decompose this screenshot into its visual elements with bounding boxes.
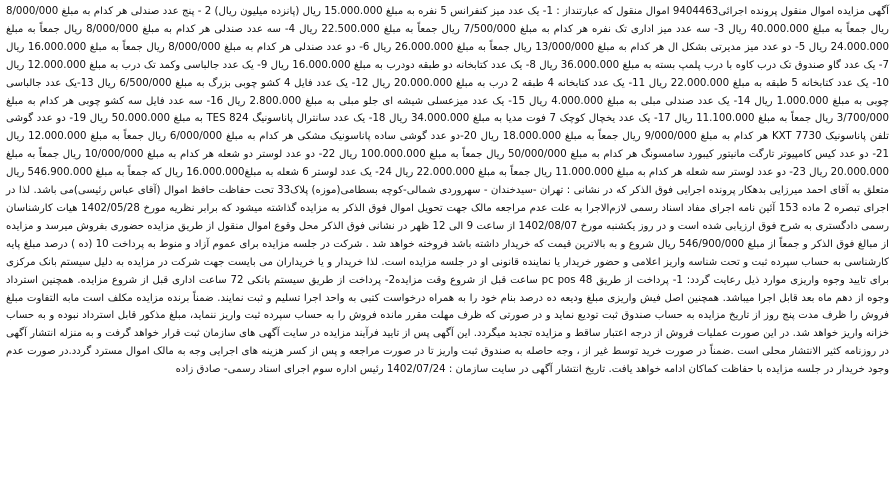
auction-notice-text: آگهی مزایده اموال منقول پرونده اجرائی9404463 اموال منقول که عبارتنداز : 1- یک عدد میز کنفرانس 5 نفره به مبلغ 15.000.000 ریال (پانزده میلیون ریال) 2 - پنج عدد صندلی هر کدام به مبلغ 8/000/000 ریال جمعاً به مبلغ 40.000.000 ریال 3- سه عدد میز اداری تک نفره هر کدام به مبلغ 7/500/000 ریال جمعاً به مبلغ 22.500.000 ریال 4- سه عدد صندلی هر کدام به مبلغ 8/000/000 ریال جمعاً به مبلغ 24.000.000 ریال 5- دو عدد میز مدیرتی بشکل ال هر کدام به مبلغ 13/000/000 ریال جمعاً به مبلغ 26.000.000 ریال 6- دو عدد صندلی هر کدام به مبلغ 8/000/000 ریال جمعاً به مبلغ 16.000.000 ریال 7- یک عدد گاو صندوق تک درب کاوه با درب پلمپ بسته به مبلغ 36.000.000 ریال 8- یک عدد کتابخانه دو طبقه دودرب به مبلغ 16.000.000 ریال 9- یک عدد جالباسی وکمد تک درب به مبلغ 12.000.000 ریال 10- یک عدد کتابخانه 5 طبقه به مبلغ 22.000.000 ریال 11- یک عدد کتابخانه 4 طبقه 2 درب به مبلغ 20.000.000 ریال 12- یک عدد فایل 4 کشو چوبی بزرگ به مبلغ 6/500/000 ریال 13-یک عدد جالباسی چوبی به مبلغ 1.000.000 ریال 14- یک عدد صندلی مبلی به مبلغ 4.000.000 ریال 15- یک عدد میزعسلی شیشه ای جلو مبلی به مبلغ 2.800.000 ریال 16- سه عدد فایل سه کشو چوبی هر کدام به مبلغ 3/700/000 ریال جمعاً به مبلغ 11.100.000 ریال 17- یک عدد یخچال کوچک 7 فوت مدیا به مبلغ 34.000.000 ریال 18- یک عدد سانترال پاناسونیگ TES 824 به مبلغ 50.000.000 ریال 19- دو عدد گوشی تلفن پاناسونیک KXT 7730 هر کدام به مبلغ 9/000/000 ریال جمعاً به مبلغ 18.000.000 ریال 20-دو عدد گوشی ساده پاناسونیک مشکی هر کدام به مبلغ 6/000/000 ریال جمعاً به مبلغ 12.000.000 ریال 21- دو عدد کیس کامپیوتر تارگت مانیتور کیبورد سامسونگ هر کدام به مبلغ 50/000/000 ریال جمعاً به مبلغ 100.000.000 ریال 22- دو عدد لوستر دو شعله هر کدام به مبلغ 10/000/000 ریال جمعاً به مبلغ 20.000.000 ریال 23- دو عدد لوستر سه شعله هر کدام به مبلغ 11.000.000 ریال جمعاً به مبلغ 22.000.000 ریال 24- یک عدد لوستر 6 شعله به مبلغ16.000.000 ریال که جمعاً به مبلغ 546.900.000 ریال متعلق به آقای احمد میرزایی بدهکار پرونده اجرایی فوق الذکر که در نشانی : تهران -سیدخندان - سهروردی شمالی-کوچه بسطامی(موزه) پلاک33 تحت حفاظت حافظ اموال (آقای عباس رئیسی)می باشد. لذا در اجرای تبصره 2 ماده 153 آئین نامه اجرای مفاد اسناد رسمی لازم‌الاجرا به علت عدم مراجعه مالک جهت تحویل اموال فوق الذکر به مزایده گذاشته میشود که برابر نظریه مورخ 1402/05/28 هیات کارشناسان رسمی دادگستری به شرح فوق ارزیابی شده است و در روز یکشنبه مورخ 1402/08/07 از ساعت 9 الی 12 ظهر در نشانی فوق الذکر محل وقوع اموال منقول از طریق مزایده حضوری بفروش میرسد و مزایده از مبالغ فوق الذکر و جمعاً از مبلغ 546/900/000 ریال شروع و به بالاترین قیمت که خریدار داشته باشد فروخته خواهد شد . شرکت در جلسه مزایده برای عموم آزاد و منوط به پرداخت 10 (ده ) درصد مبلغ پایه کارشناسی به حساب سپرده ثبت و تحت شناسه واریز اعلامی و حضور خریدار یا نماینده قانونی او در جلسه مزایده است. لذا خریدار و یا خریداران می بایست جهت شرکت در مزایده به دلیل سیستم بانک مرکزی برای تایید وجوه واریزی موارد ذیل رعایت گردد: 1- پرداخت از طریق pc pos 48 ساعت قبل از شروع وقت مزایده2- پرداخت از طریق سیستم بانکی 72 ساعت اداری قبل از شروع مزایده. همچنین استرداد وجوه از دهم ماه بعد قابل اجرا میباشد. همچنین اصل فیش واریزی مبلغ ودیعه ده درصد بنام خود را به همراه درخواست کتبی به واحد اجرا تسلیم و ثبت نمایند. ضمناً برنده مزایده مکلف است مابه التفاوت مبلغ فروش را ظرف مدت پنج روز از تاریخ مزایده به حساب صندوق ثبت تودیع نماید و در صورتی که ظرف مهلت مقرر مانده فروش را به حساب سپرده ثبت واریز ننماید، مبلغ مذکور قابل استرداد نبوده و به حساب خزانه واریز خواهد شد. در این صورت عملیات فروش از درجه اعتبار ساقط و مزایده تجدید میگردد. این آگهی پس از تایید فرآیند مزایده در سایت آگهی های سازمان ثبت قرار خواهد گرفت و به منزله انتشار آگهی در روزنامه کثیر الانتشار محلی است .ضمناً در صورت خرید توسط غیر از ، وجه حاصله به صندوق ثبت واریز تا در صورت مراجعه و پس از کسر هزینه های اجرایی وجه به مالک اموال مسترد گردد.در صورت عدم وجود خریدار در جلسه مزایده با حفاظت کماکان ادامه خواهد یافت. تاریخ انتشار آگهی در سایت سازمان : 1402/07/24 رئیس اداره سوم اجرای اسناد رسمی- صادق زاده	[6, 6, 890, 376]
